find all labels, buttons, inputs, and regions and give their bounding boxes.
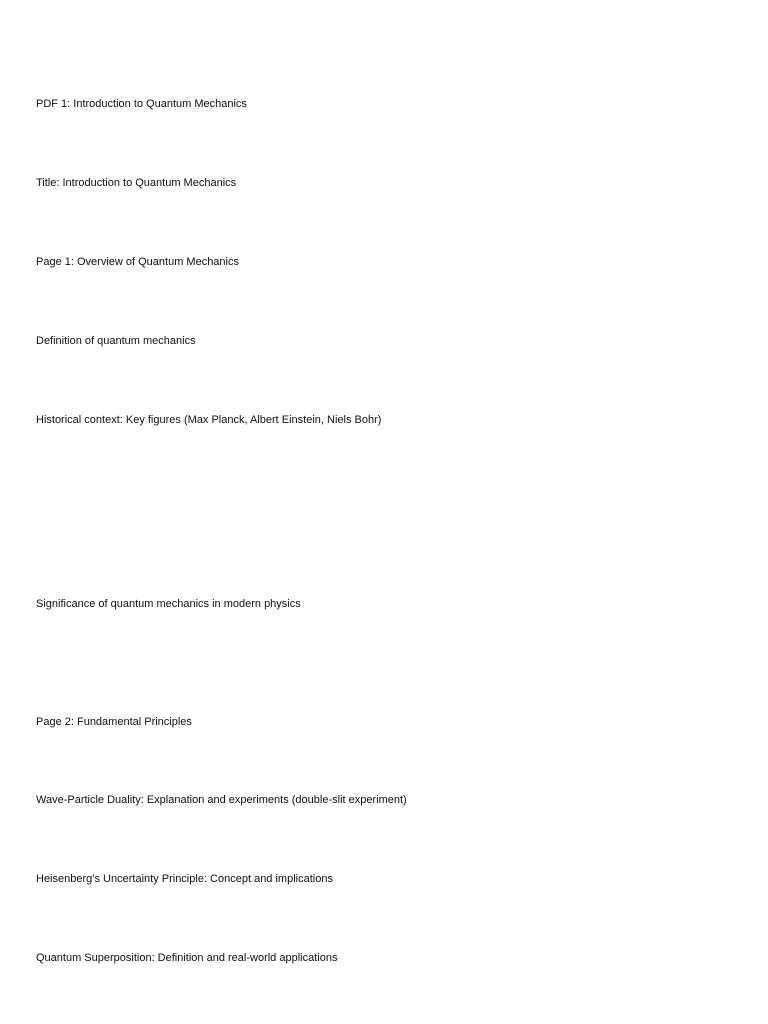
pdf-heading: PDF 1: Introduction to Quantum Mechanics: [36, 98, 247, 110]
outline-item: Definition of quantum mechanics: [36, 335, 196, 347]
outline-item: Historical context: Key figures (Max Planck, Albert Einstein, Niels Bohr): [36, 414, 382, 426]
outline-item: Quantum Superposition: Definition and real-world applications: [36, 952, 338, 964]
outline-item: Wave-Particle Duality: Explanation and experiments (double-slit experiment): [36, 794, 407, 806]
outline-item: Heisenberg’s Uncertainty Principle: Concept and implications: [36, 873, 333, 885]
page-2-heading: Page 2: Fundamental Principles: [36, 716, 192, 728]
document-title: Title: Introduction to Quantum Mechanics: [36, 177, 237, 189]
outline-item: Significance of quantum mechanics in modern physics: [36, 598, 301, 610]
page-1-heading: Page 1: Overview of Quantum Mechanics: [36, 256, 239, 268]
